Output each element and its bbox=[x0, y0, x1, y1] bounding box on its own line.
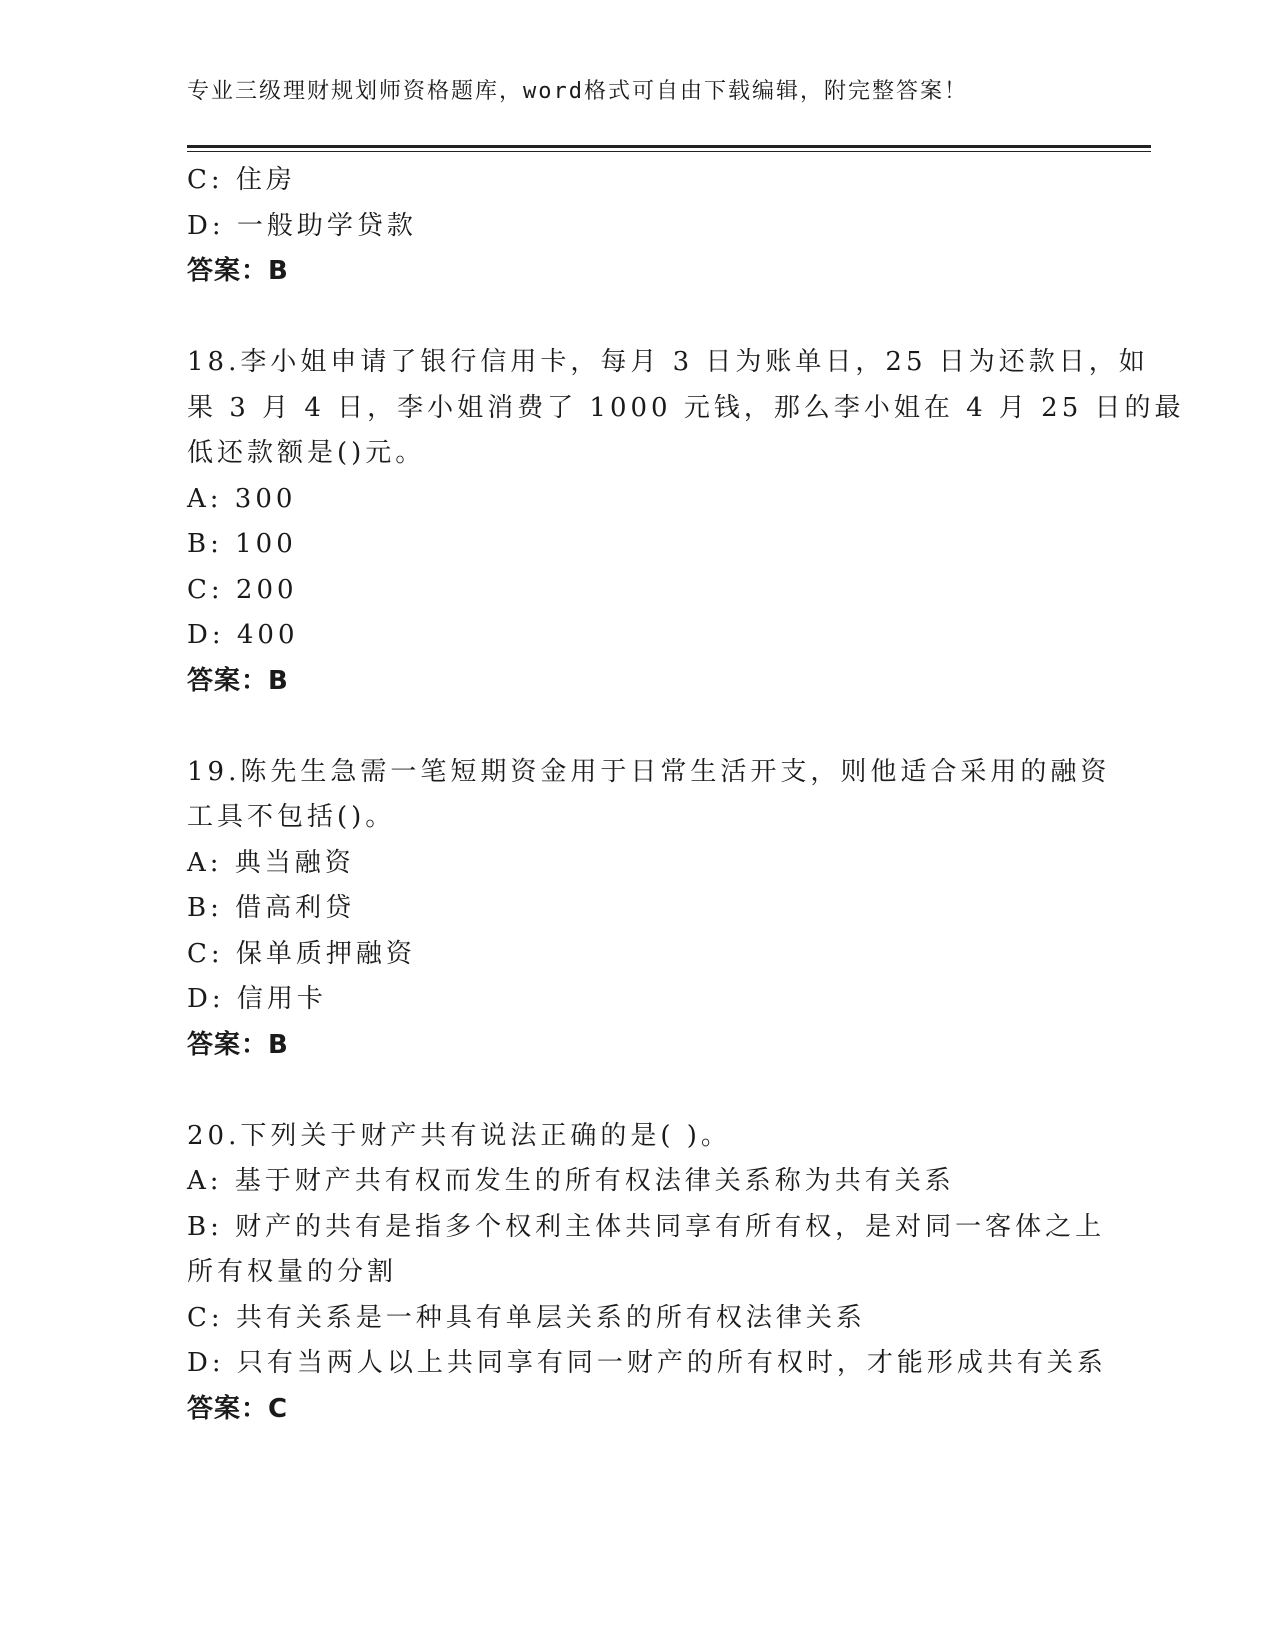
option-b: B: 借高利贷 bbox=[187, 893, 356, 923]
option-d: D: 信用卡 bbox=[187, 984, 327, 1014]
option-d: D: 一般助学贷款 bbox=[187, 210, 417, 241]
answer-line: 答案：B bbox=[187, 665, 289, 696]
question-stem: 果 3 月 4 日，李小姐消费了 1000 元钱，那么李小姐在 4 月 25 日的最 bbox=[187, 392, 1185, 423]
question-stem: 工具不包括()。 bbox=[187, 802, 396, 832]
spacer bbox=[187, 295, 1087, 341]
page-header: 专业三级理财规划师资格题库，word格式可自由下载编辑，附完整答案！ bbox=[187, 79, 968, 104]
question-18 bbox=[187, 340, 1185, 704]
option-b: B: 财产的共有是指多个权利主体共同享有所有权，是对同一客体之上 bbox=[187, 1211, 1106, 1242]
question-20 bbox=[187, 1114, 1107, 1433]
answer-line: 答案：B bbox=[187, 1029, 289, 1060]
option-c: C: 共有关系是一种具有单层关系的所有权法律关系 bbox=[187, 1302, 866, 1333]
header-rule-thick bbox=[187, 145, 1151, 148]
option-d: D: 只有当两人以上共同享有同一财产的所有权时，才能形成共有关系 bbox=[187, 1348, 1107, 1378]
option-d: D: 400 bbox=[187, 620, 299, 650]
question-stem: 20.下列关于财产共有说法正确的是( )。 bbox=[187, 1120, 731, 1151]
question-stem: 19.陈先生急需一笔短期资金用于日常生活开支，则他适合采用的融资 bbox=[187, 756, 1111, 787]
header-rule-thin bbox=[187, 151, 1151, 152]
option-a: A: 300 bbox=[187, 483, 297, 514]
question-19 bbox=[187, 750, 1111, 1069]
option-c: C: 住房 bbox=[187, 165, 296, 195]
option-a: A: 典当融资 bbox=[187, 847, 355, 878]
answer-line: 答案：C bbox=[187, 1393, 289, 1424]
option-a: A: 基于财产共有权而发生的所有权法律关系称为共有关系 bbox=[187, 1166, 955, 1196]
answer-line: 答案：B bbox=[187, 256, 289, 286]
option-c: C: 200 bbox=[187, 574, 298, 605]
spacer bbox=[187, 704, 1087, 750]
question-content bbox=[187, 158, 1185, 1432]
option-b: B: 100 bbox=[187, 529, 297, 559]
option-b-continued: 所有权量的分割 bbox=[187, 1257, 398, 1287]
option-c: C: 保单质押融资 bbox=[187, 938, 416, 969]
question-stem: 18.李小姐申请了银行信用卡，每月 3 日为账单日，25 日为还款日，如 bbox=[187, 347, 1149, 377]
spacer bbox=[187, 1068, 1087, 1114]
question-stem: 低还款额是()元。 bbox=[187, 438, 426, 468]
